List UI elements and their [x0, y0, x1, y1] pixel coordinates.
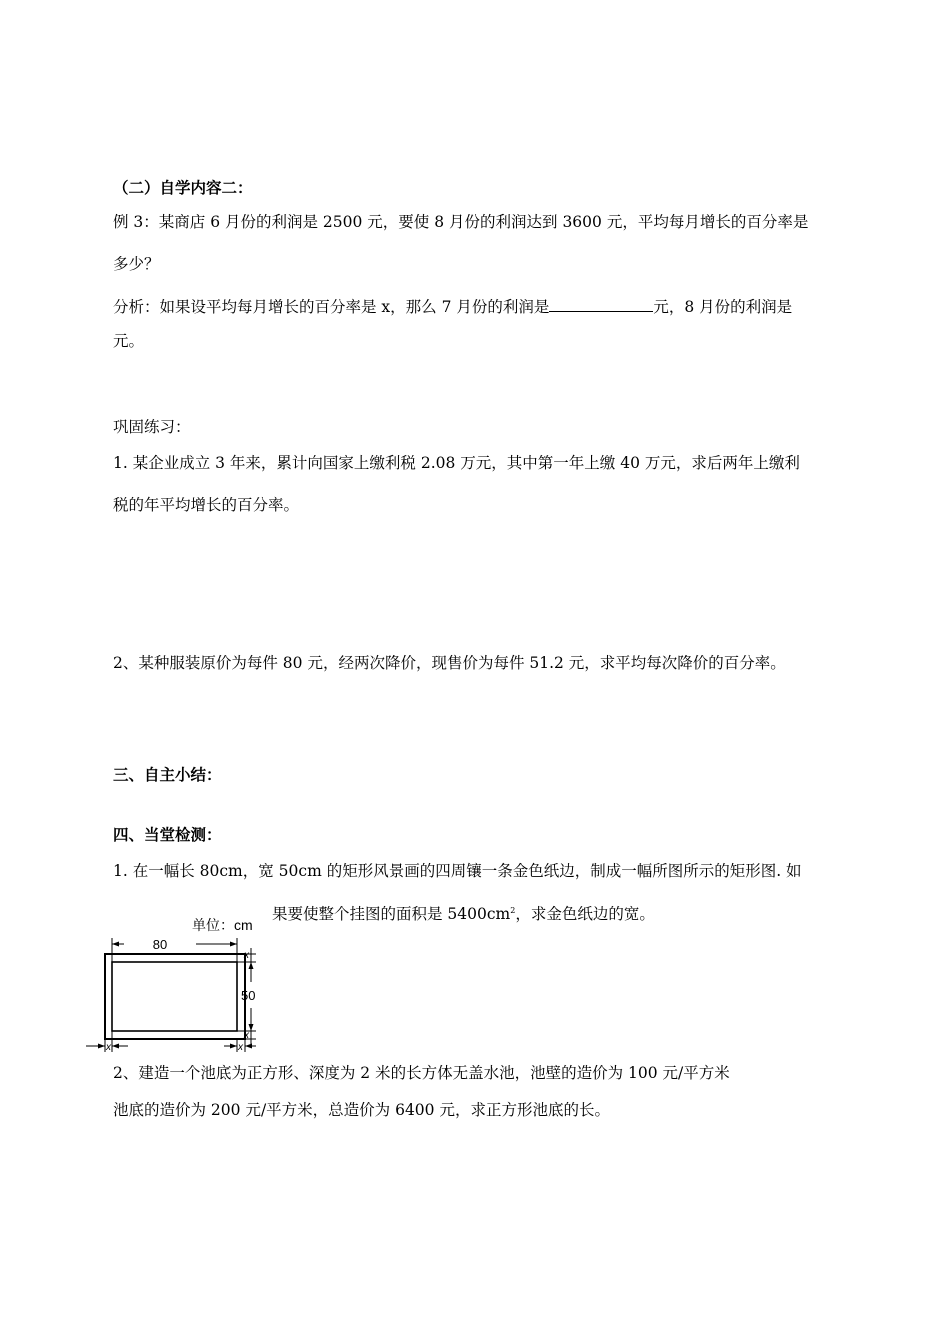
arrow-x-left-out	[112, 1044, 119, 1049]
arrow-up-50	[249, 962, 254, 969]
section4-heading: 四、当堂检测：	[113, 826, 222, 844]
unit-label: 单位：cm	[192, 917, 253, 933]
arrow-x-left-in	[98, 1044, 105, 1049]
check-q1-line1: 1. 在一幅长 80cm，宽 50cm 的矩形风景画的四周镶一条金色纸边，制成一幅所图所示的矩形图. 如	[113, 862, 802, 880]
practice-heading: 巩固练习：	[113, 418, 191, 436]
arrow-x-right-out	[245, 1044, 252, 1049]
example3-line2: 多少？	[113, 255, 160, 273]
analysis-line2: 元。	[113, 332, 145, 350]
analysis-line1	[113, 297, 792, 316]
check-q1-line2-tail: ，求金色纸边的宽。	[515, 905, 655, 923]
section2-heading: （二）自学内容二：	[113, 179, 253, 197]
check-q2-line1: 2、建造一个池底为正方形、深度为 2 米的长方体无盖水池，池壁的造价为 100 元/平方米	[113, 1064, 730, 1082]
length-label: 80	[152, 937, 168, 952]
practice-q2: 2、某种服装原价为每件 80 元，经两次降价，现售价为每件 51.2 元，求平均每次降价的百分率。	[113, 654, 786, 672]
section3-heading: 三、自主小结：	[113, 766, 222, 784]
answer-blank[interactable]	[549, 297, 653, 312]
width-label: 50	[241, 988, 256, 1003]
check-q1-line2	[272, 907, 655, 923]
border-label-bottom-left: x	[106, 1042, 111, 1053]
practice-q1-line2: 税的年平均增长的百分率。	[113, 496, 300, 514]
practice-q1-line1: 1. 某企业成立 3 年来，累计向国家上缴利税 2.08 万元，其中第一年上缴 40 万元，求后两年上缴利	[113, 454, 800, 472]
arrow-left-80	[112, 942, 119, 947]
example3-line1: 例 3：某商店 6 月份的利润是 2500 元，要使 8 月份的利润达到 3600 元，平均每月增长的百分率是	[113, 213, 809, 231]
superscript-2: 2	[510, 905, 516, 915]
arrow-right-80	[230, 942, 237, 947]
border-label-bottom-right: x	[238, 1042, 243, 1053]
analysis-text-part2: 元，8 月份的利润是	[653, 298, 793, 316]
outer-frame	[105, 954, 245, 1039]
inner-picture	[112, 962, 237, 1031]
arrow-x-right-in	[230, 1044, 237, 1049]
analysis-text-part1: 分析：如果设平均每月增长的百分率是 x，那么 7 月份的利润是	[113, 298, 550, 316]
border-label-right-bottom: x	[244, 1030, 249, 1041]
border-label-top: x	[244, 950, 249, 961]
check-q1-line2-text: 果要使整个挂图的面积是 5400cm	[272, 905, 511, 923]
check-q2-line2: 池底的造价为 200 元/平方米，总造价为 6400 元，求正方形池底的长。	[113, 1101, 610, 1119]
arrow-down-50	[249, 1024, 254, 1031]
frame-diagram	[84, 912, 264, 1057]
